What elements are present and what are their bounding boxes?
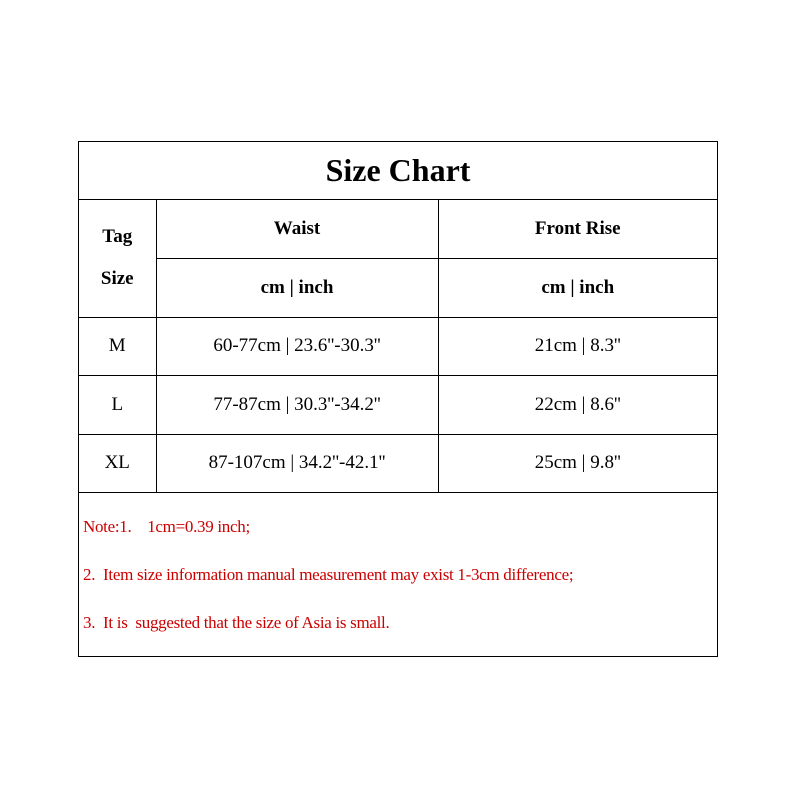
front-rise-cell: 21cm | 8.3'' xyxy=(438,317,717,376)
tag-size-label-line1: Tag xyxy=(102,226,133,248)
size-chart xyxy=(78,141,718,657)
table-row xyxy=(79,434,717,493)
waist-unit: cm | inch xyxy=(156,259,438,318)
tag-cell: M xyxy=(79,317,156,376)
note-line: 2. Item size information manual measurement may exist 1-3cm difference; xyxy=(83,565,574,584)
waist-header: Waist xyxy=(156,200,438,259)
waist-cell: 87-107cm | 34.2''-42.1'' xyxy=(156,434,438,493)
note-line: 3. It is suggested that the size of Asia is small. xyxy=(83,613,390,632)
size-table xyxy=(79,200,717,493)
table-row xyxy=(79,376,717,435)
unit-row xyxy=(79,259,717,318)
waist-cell: 77-87cm | 30.3''-34.2'' xyxy=(156,376,438,435)
waist-cell: 60-77cm | 23.6''-30.3'' xyxy=(156,317,438,376)
tag-cell: L xyxy=(79,376,156,435)
front-rise-unit: cm | inch xyxy=(438,259,717,318)
table-row xyxy=(79,317,717,376)
header-row xyxy=(79,200,717,259)
front-rise-header: Front Rise xyxy=(438,200,717,259)
tag-size-header xyxy=(79,200,156,317)
note-line: Note:1. 1cm=0.39 inch; xyxy=(83,517,250,536)
chart-title: Size Chart xyxy=(79,142,717,200)
front-rise-cell: 22cm | 8.6'' xyxy=(438,376,717,435)
tag-cell: XL xyxy=(79,434,156,493)
front-rise-cell: 25cm | 9.8'' xyxy=(438,434,717,493)
tag-size-label-line2: Size xyxy=(100,268,134,290)
